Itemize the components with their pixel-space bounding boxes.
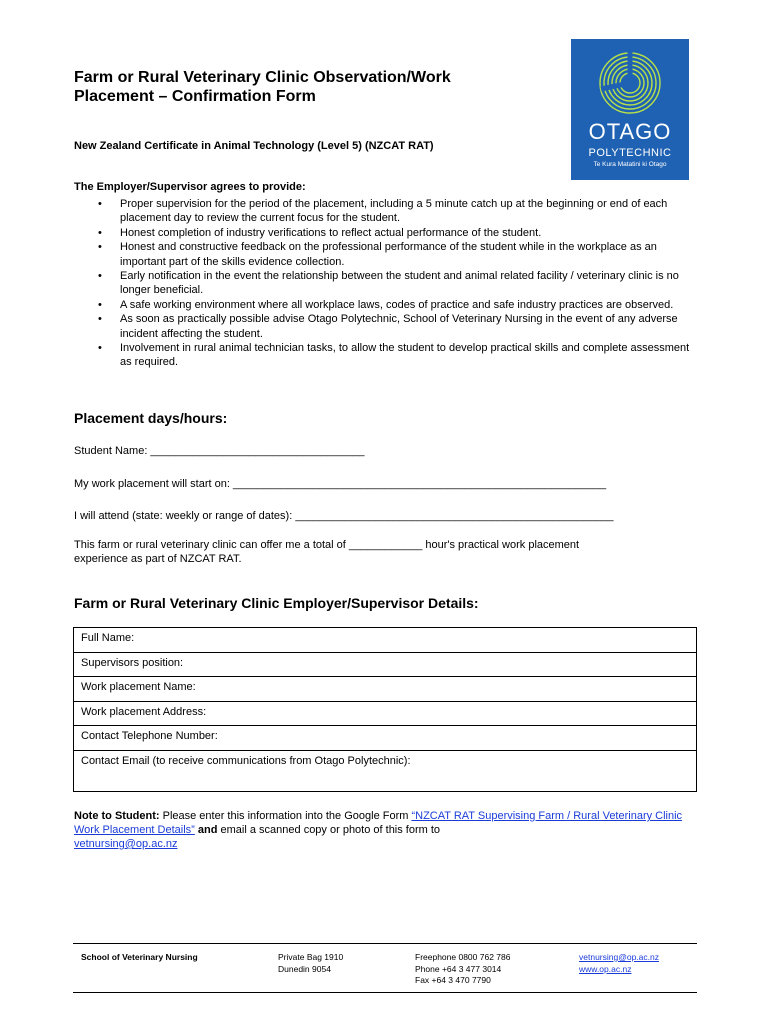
supervisor-position-field[interactable]: Supervisors position: <box>74 653 696 678</box>
logo-subname: POLYTECHNIC <box>588 147 672 159</box>
note-label: Note to Student: <box>74 810 160 822</box>
supervisor-details-table <box>73 627 697 792</box>
note-to-student <box>74 809 698 851</box>
qualification-subtitle: New Zealand Certificate in Animal Technology (Level 5) (NZCAT RAT) <box>74 140 434 152</box>
supervisor-heading: Farm or Rural Veterinary Clinic Employer/Supervisor Details: <box>74 595 479 611</box>
hours-offer-line-2: experience as part of NZCAT RAT. <box>74 553 242 565</box>
footer-address-line-1: Private Bag 1910 <box>278 952 344 962</box>
document-title <box>74 68 554 106</box>
logo-tagline: Te Kura Matatini ki Otago <box>593 161 667 168</box>
note-and: and <box>197 824 218 836</box>
full-name-field[interactable]: Full Name: <box>74 628 696 653</box>
footer-phone: Phone +64 3 477 3014 <box>415 963 502 974</box>
note-email-link[interactable]: vetnursing@op.ac.nz <box>74 838 178 850</box>
agreement-item: • A safe working environment where all workplace laws, codes of practice and safe industry practices are observed. <box>74 298 696 312</box>
agreement-item: • As soon as practically possible advise Otago Polytechnic, School of Veterinary Nursing in the event of any adverse incident affecting the student. <box>74 312 696 341</box>
placement-heading: Placement days/hours: <box>74 410 228 426</box>
footer-bottom-divider <box>73 992 697 993</box>
footer-fax: Fax +64 3 470 7790 <box>415 975 491 985</box>
otago-polytechnic-logo <box>571 39 689 180</box>
hours-offer-line-1[interactable]: This farm or rural veterinary clinic can offer me a total of ____________ hour's practical work placement <box>74 539 580 551</box>
agreement-heading: The Employer/Supervisor agrees to provide: <box>74 181 306 193</box>
agreement-item: • Early notification in the event the relationship between the student and animal related facility / veterinary clinic is no longer beneficial. <box>74 269 696 298</box>
contact-email-field[interactable]: Contact Email (to receive communications from Otago Polytechnic): <box>81 754 411 767</box>
agreement-item: • Honest and constructive feedback on the professional performance of the student while in the workplace as an important part of the skills evidence collection. <box>74 240 696 269</box>
agreement-list <box>74 197 696 370</box>
footer-top-divider <box>73 943 697 944</box>
note-text-2: email a scanned copy or photo of this form to <box>220 824 441 836</box>
footer-freephone: Freephone 0800 762 786 <box>415 952 511 962</box>
agreement-item: • Involvement in rural animal technician tasks, to allow the student to develop practical skills and complete assessment as required. <box>74 341 696 370</box>
title-line-1: Farm or Rural Veterinary Clinic Observation/Work <box>74 69 451 86</box>
footer-links <box>579 952 659 975</box>
placement-name-field[interactable]: Work placement Name: <box>74 677 696 702</box>
attendance-field[interactable]: I will attend (state: weekly or range of dates): ____________________________________________________ <box>74 510 614 522</box>
agreement-item: • Proper supervision for the period of the placement, including a 5 minute catch up at the beginning or end of each placement day to review the current focus for the student. <box>74 197 696 226</box>
footer-address <box>278 952 343 975</box>
title-line-2: Placement – Confirmation Form <box>74 88 316 105</box>
agreement-item: • Honest completion of industry verifications to reflect actual performance of the student. <box>74 226 696 240</box>
placement-start-field[interactable]: My work placement will start on: _____________________________________________________________ <box>74 478 607 490</box>
footer-web-link[interactable]: www.op.ac.nz <box>579 963 632 974</box>
footer-school: School of Veterinary Nursing <box>81 952 198 962</box>
contact-phone-field[interactable]: Contact Telephone Number: <box>74 726 696 751</box>
google-form-link[interactable]: “NZCAT RAT Supervising Farm / Rural Veterinary Clinic Work Placement Details” <box>74 810 683 836</box>
footer-email-link[interactable]: vetnursing@op.ac.nz <box>579 952 659 962</box>
note-text: Please enter this information into the Google Form <box>162 810 409 822</box>
placement-address-field[interactable]: Work placement Address: <box>74 702 696 727</box>
student-name-field[interactable]: Student Name: ___________________________________ <box>74 445 365 457</box>
footer-address-line-2: Dunedin 9054 <box>278 963 331 974</box>
logo-wordmark: OTAGO <box>588 119 672 144</box>
footer-phones <box>415 952 510 987</box>
